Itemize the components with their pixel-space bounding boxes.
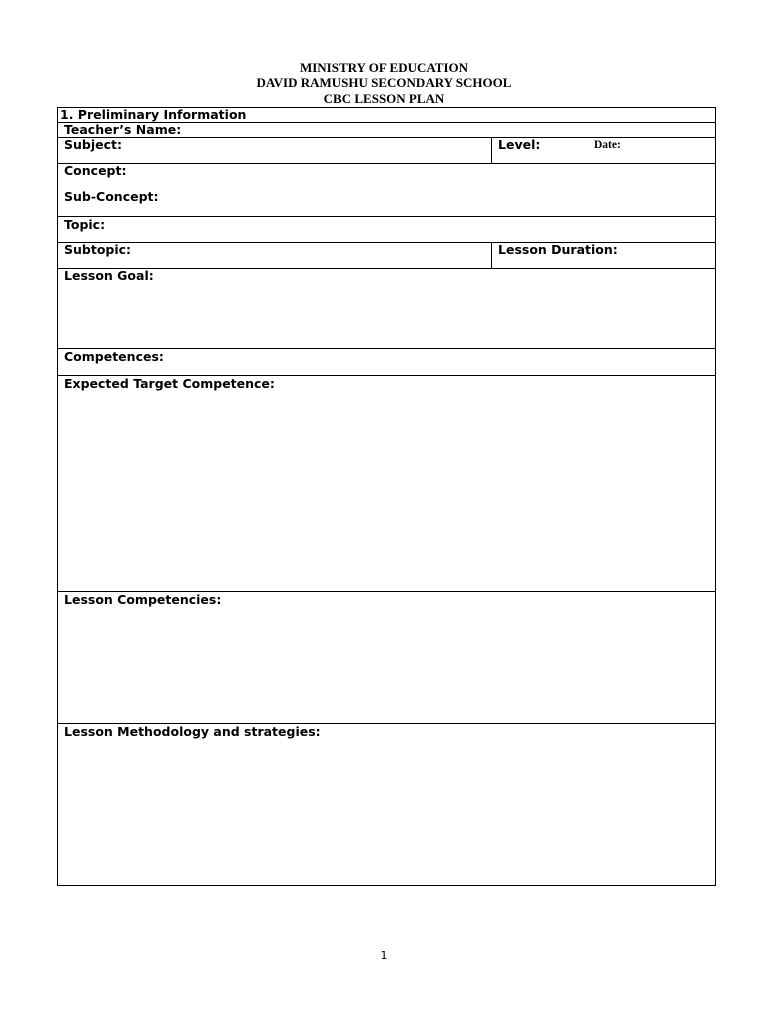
lesson-plan-form — [57, 107, 716, 886]
subtopic-field[interactable]: Subtopic: — [64, 242, 132, 257]
lesson-competencies-field[interactable]: Lesson Competencies: — [64, 592, 222, 607]
concept-field[interactable]: Concept: — [64, 163, 127, 178]
page-number: 1 — [380, 949, 388, 962]
teachers-name-field[interactable]: Teacher’s Name: — [64, 122, 182, 137]
section-title: 1. Preliminary Information — [60, 107, 247, 122]
expected-target-competence-field[interactable]: Expected Target Competence: — [64, 376, 275, 391]
school-name: DAVID RAMUSHU SECONDARY SCHOOL — [256, 75, 512, 90]
lesson-methodology-field[interactable]: Lesson Methodology and strategies: — [64, 724, 321, 739]
lesson-duration-field[interactable]: Lesson Duration: — [498, 242, 618, 257]
ministry-heading: MINISTRY OF EDUCATION — [299, 60, 469, 75]
subject-field[interactable]: Subject: — [64, 137, 122, 152]
topic-field[interactable]: Topic: — [64, 217, 106, 232]
row-divider — [58, 216, 715, 217]
sub-concept-field[interactable]: Sub-Concept: — [64, 189, 159, 204]
document-title: CBC LESSON PLAN — [323, 91, 445, 106]
column-divider — [491, 242, 492, 268]
row-divider — [58, 268, 715, 269]
row-divider — [58, 163, 715, 164]
column-divider — [491, 137, 492, 163]
level-field[interactable]: Level: — [498, 137, 541, 152]
competences-field[interactable]: Competences: — [64, 349, 164, 364]
lesson-goal-field[interactable]: Lesson Goal: — [64, 268, 154, 283]
date-field[interactable]: Date: — [594, 139, 621, 151]
